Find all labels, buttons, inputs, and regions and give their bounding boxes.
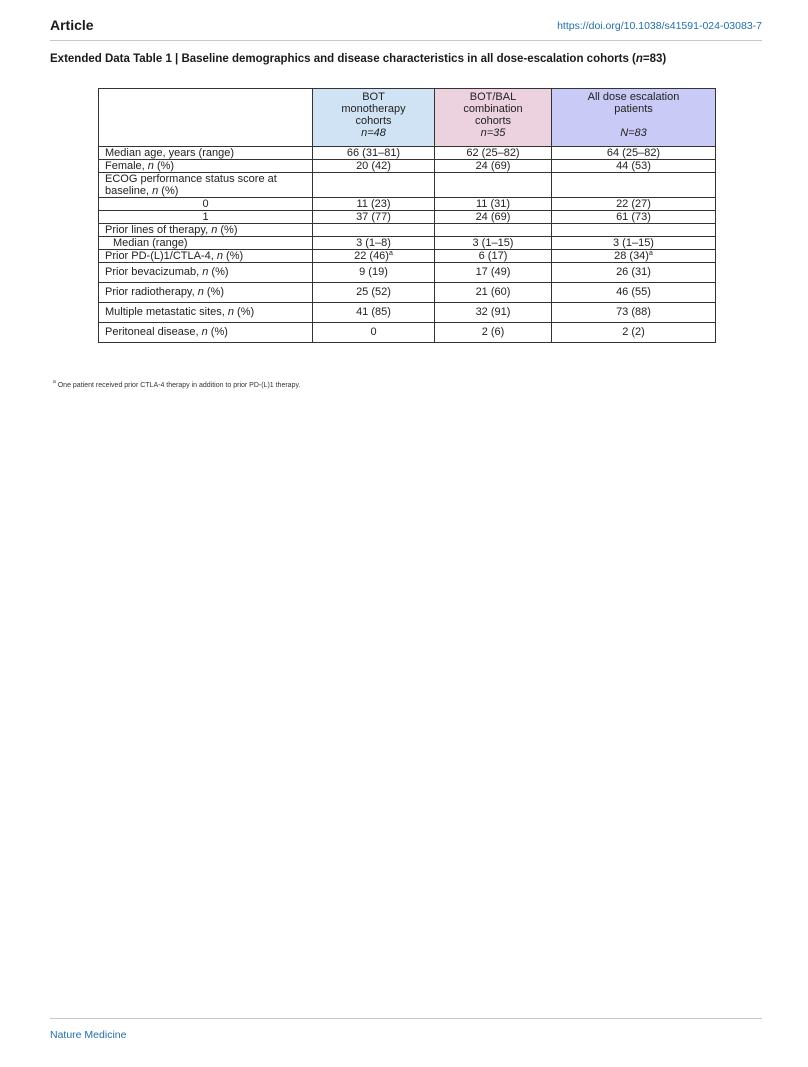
page-header xyxy=(50,16,762,41)
cell: 66 (31–81) xyxy=(313,147,435,160)
cell: 9 (19) xyxy=(313,263,435,283)
label-text: Prior radiotherapy, xyxy=(105,286,198,298)
footnote-mark: a xyxy=(53,379,56,385)
table-footnote xyxy=(53,379,301,389)
header-line: combination xyxy=(463,103,523,115)
header-line: cohorts xyxy=(355,115,392,127)
cell: 37 (77) xyxy=(313,211,435,224)
cell: 20 (42) xyxy=(313,160,435,173)
cell: 32 (91) xyxy=(435,303,552,323)
row-label: 1 xyxy=(99,211,313,224)
cell: 11 (31) xyxy=(435,198,552,211)
label-text: (%) xyxy=(153,160,175,172)
cell: 25 (52) xyxy=(313,283,435,303)
row-label xyxy=(99,323,313,343)
header-line: All dose escalation xyxy=(587,91,680,103)
label-n: n xyxy=(201,326,208,338)
header-all-patients xyxy=(552,89,716,147)
table-row xyxy=(99,160,716,173)
cell: 46 (55) xyxy=(552,283,716,303)
table-row xyxy=(99,224,716,237)
cell xyxy=(435,224,552,237)
caption-prefix: Extended Data Table 1 | Baseline demographics and disease characteristics in all dose-escalation cohorts ( xyxy=(50,53,636,65)
label-text: baseline, xyxy=(105,185,153,197)
cell: 3 (1–8) xyxy=(313,237,435,250)
footnote-mark: a xyxy=(388,250,393,257)
table-row xyxy=(99,250,716,263)
label-text: Prior PD-(L)1/CTLA-4, xyxy=(105,250,217,262)
row-label xyxy=(99,283,313,303)
header-line: BOT xyxy=(362,91,385,103)
cell xyxy=(313,224,435,237)
cell: 41 (85) xyxy=(313,303,435,323)
label-n: n xyxy=(211,224,218,236)
cell: 2 (2) xyxy=(552,323,716,343)
table-row xyxy=(99,211,716,224)
row-label xyxy=(99,263,313,283)
label-text: (%) xyxy=(208,266,229,278)
cell xyxy=(435,173,552,198)
label-n: n xyxy=(152,185,159,197)
label-text: (%) xyxy=(234,306,255,318)
cell: 11 (23) xyxy=(313,198,435,211)
label-text: Female, xyxy=(105,160,148,172)
cell: 24 (69) xyxy=(435,160,552,173)
table-row xyxy=(99,173,716,198)
label-text: ECOG performance status score at xyxy=(105,173,277,185)
label-text: Peritoneal disease, xyxy=(105,326,202,338)
cell xyxy=(552,173,716,198)
label-text: (%) xyxy=(203,286,225,298)
table-row xyxy=(99,303,716,323)
header-line: cohorts xyxy=(474,115,512,127)
row-label: Median (range) xyxy=(99,237,313,250)
cell xyxy=(552,224,716,237)
header-line: BOT/BAL xyxy=(469,91,517,103)
cell: 62 (25–82) xyxy=(435,147,552,160)
cell: 64 (25–82) xyxy=(552,147,716,160)
cell-value: 28 (34) xyxy=(614,250,649,262)
header-bot-monotherapy xyxy=(313,89,435,147)
cell: 21 (60) xyxy=(435,283,552,303)
row-label: 0 xyxy=(99,198,313,211)
cell: 61 (73) xyxy=(552,211,716,224)
table-row xyxy=(99,283,716,303)
cell: 24 (69) xyxy=(435,211,552,224)
cell xyxy=(552,250,716,263)
label-text: (%) xyxy=(158,185,179,197)
row-label xyxy=(99,160,313,173)
row-label xyxy=(99,173,313,198)
cell-value: 22 (46) xyxy=(354,250,389,262)
cell: 44 (53) xyxy=(552,160,716,173)
table-row xyxy=(99,147,716,160)
label-n: n xyxy=(147,160,154,172)
row-label: Median age, years (range) xyxy=(99,147,313,160)
row-label xyxy=(99,303,313,323)
table-row xyxy=(99,323,716,343)
footnote-text: One patient received prior CTLA-4 therapy in addition to prior PD-(L)1 therapy. xyxy=(57,382,301,389)
cell: 0 xyxy=(313,323,435,343)
header-line: monotherapy xyxy=(341,103,406,115)
label-text: (%) xyxy=(207,326,228,338)
cell: 73 (88) xyxy=(552,303,716,323)
label-text: Multiple metastatic sites, xyxy=(105,306,228,318)
cell xyxy=(313,173,435,198)
data-table xyxy=(98,88,716,343)
table-header-row xyxy=(99,89,716,147)
cell: 22 (27) xyxy=(552,198,716,211)
row-label xyxy=(99,224,313,237)
header-count: n=48 xyxy=(361,127,386,139)
label-text: Prior bevacizumab, xyxy=(105,266,203,278)
cell: 3 (1–15) xyxy=(435,237,552,250)
label-text: Prior lines of therapy, xyxy=(105,224,212,236)
header-bot-bal-combination xyxy=(435,89,552,147)
cell: 26 (31) xyxy=(552,263,716,283)
header-count: n=35 xyxy=(480,127,506,139)
section-label: Article xyxy=(50,17,94,33)
doi-link[interactable]: https://doi.org/10.1038/s41591-024-03083-7 xyxy=(557,20,762,32)
row-label xyxy=(99,250,313,263)
cell: 3 (1–15) xyxy=(552,237,716,250)
journal-name[interactable]: Nature Medicine xyxy=(50,1029,127,1041)
cell xyxy=(313,250,435,263)
footnote-mark: a xyxy=(648,250,653,257)
caption-suffix: =83) xyxy=(642,53,667,65)
label-text: (%) xyxy=(222,250,244,262)
cell: 17 (49) xyxy=(435,263,552,283)
header-count: N=83 xyxy=(620,127,647,139)
page-footer xyxy=(50,1018,762,1041)
cell: 6 (17) xyxy=(435,250,552,263)
header-line: patients xyxy=(614,103,653,115)
label-text: (%) xyxy=(217,224,238,236)
label-n: n xyxy=(216,250,223,262)
header-spacer xyxy=(556,115,711,127)
label-n: n xyxy=(197,286,204,298)
table-row xyxy=(99,263,716,283)
cell: 2 (6) xyxy=(435,323,552,343)
table-caption xyxy=(50,53,666,65)
table-row xyxy=(99,198,716,211)
header-empty-cell xyxy=(99,89,313,147)
caption-n: n xyxy=(635,53,643,65)
table-row xyxy=(99,237,716,250)
label-n: n xyxy=(227,306,234,318)
label-n: n xyxy=(202,266,209,278)
